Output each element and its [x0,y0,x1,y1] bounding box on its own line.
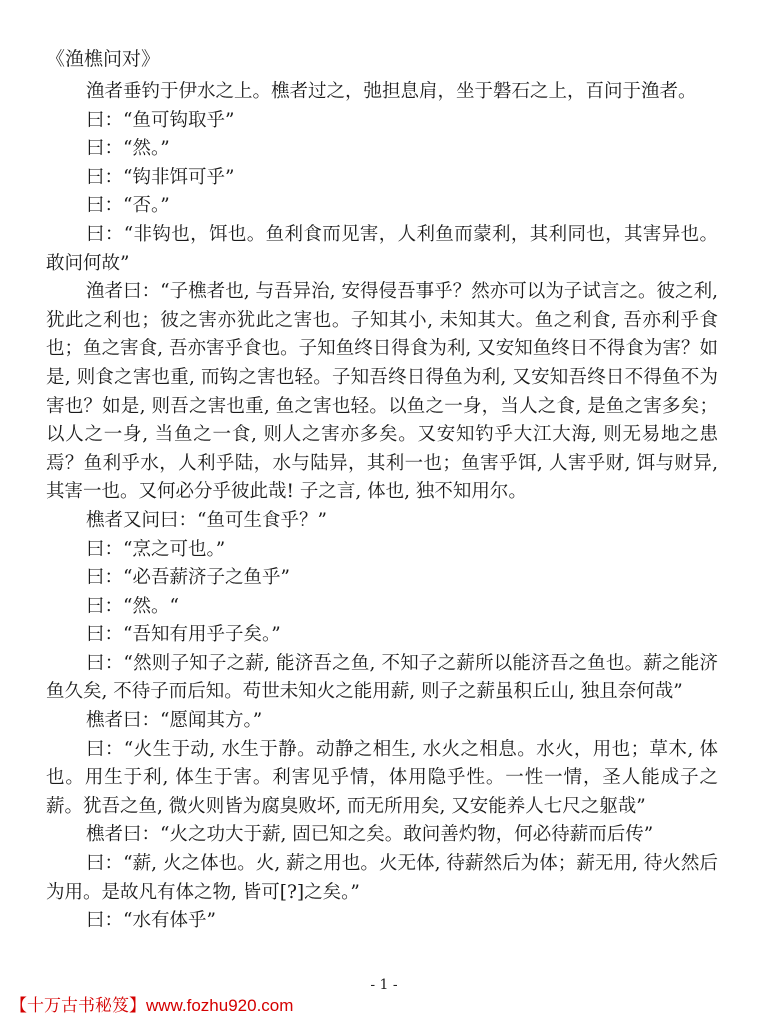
document-body [46,78,718,936]
paragraph: 曰：“鱼可钩取乎” [86,109,235,131]
source-watermark-link[interactable]: 【十万古书秘笈】www.fozhu920.com [10,996,294,1015]
paragraph: 曰：“钩非饵可乎” [86,166,235,188]
paragraph: 樵者又问曰：“鱼可生食乎？” [86,509,327,531]
paragraph: 樵者曰：“愿闻其方。” [86,710,263,732]
paragraph: 曰：“火生于动, 水生于静。动静之相生, 水火之相息。水火，用也；草木, 体也。用生于利, 体生于害。利害见乎情，体用隐乎性。一性一情，圣人能成子之薪。犹吾之鱼, 微火则皆为腐臭败坏, 而无所用矣, 又安能养人七尺之躯哉” [46,738,718,817]
paragraph: 樵者曰：“火之功大于薪, 固已知之矣。敢问善灼物，何必待薪而后传” [86,824,654,846]
paragraph: 曰：“薪, 火之体也。火, 薪之用也。火无体, 待薪然后为体；薪无用, 待火然后为用。是故凡有体之物, 皆可[?]之矣。” [46,853,718,903]
paragraph: 曰：“非钩也，饵也。鱼利食而见害，人利鱼而蒙利，其利同也，其害异也。敢问何故” [46,223,718,274]
paragraph: 曰：“吾知有用乎子矣。” [86,624,281,646]
paragraph: 曰：“然。” [86,138,170,160]
document-title: 《渔樵问对》 [46,48,161,70]
paragraph: 曰：“然。“ [86,595,179,617]
paragraph: 曰：“然则子知子之薪, 能济吾之鱼, 不知子之薪所以能济吾之鱼也。薪之能济鱼久矣, 不待子而后知。苟世未知火之能用薪, 则子之薪虽积丘山, 独且奈何哉” [46,652,718,703]
paragraph: 曰：“水有体乎” [86,910,216,932]
paragraph: 曰：“必吾薪济子之鱼乎” [86,567,290,589]
paragraph: 曰：“烹之可也。” [86,538,226,560]
paragraph: 曰：“否。” [86,195,170,217]
page-number: - 1 - [370,977,398,993]
paragraph: 渔者曰：“子樵者也, 与吾异治, 安得侵吾事乎？然亦可以为子试言之。彼之利, 犹此之利也；彼之害亦犹此之害也。子知其小, 未知其大。鱼之利食, 吾亦利乎食也；鱼之害食, 吾亦害乎食也。子知鱼终日得食为利, 又安知鱼终日不得食为害？如是, 则食之害也重, 而钩之害也轻。子知吾终日得鱼为利, 又安知吾终日不得鱼不为害也？如是, 则吾之害也重, 鱼之害也轻。以鱼之一身，当人之食, 是鱼之害多矣；以人之一身, 当鱼之一食, 则人之害亦多矣。又安知钓乎大江大海, 则无易地之患焉？鱼利乎水，人利乎陆，水与陆异，其利一也；鱼害乎饵, 人害乎财, 饵与财异, 其害一也。又何必分乎彼此哉! 子之言, 体也, 独不知用尔。 [46,281,718,503]
paragraph: 渔者垂钓于伊水之上。樵者过之，弛担息肩，坐于磐石之上，百问于渔者。 [86,81,697,102]
